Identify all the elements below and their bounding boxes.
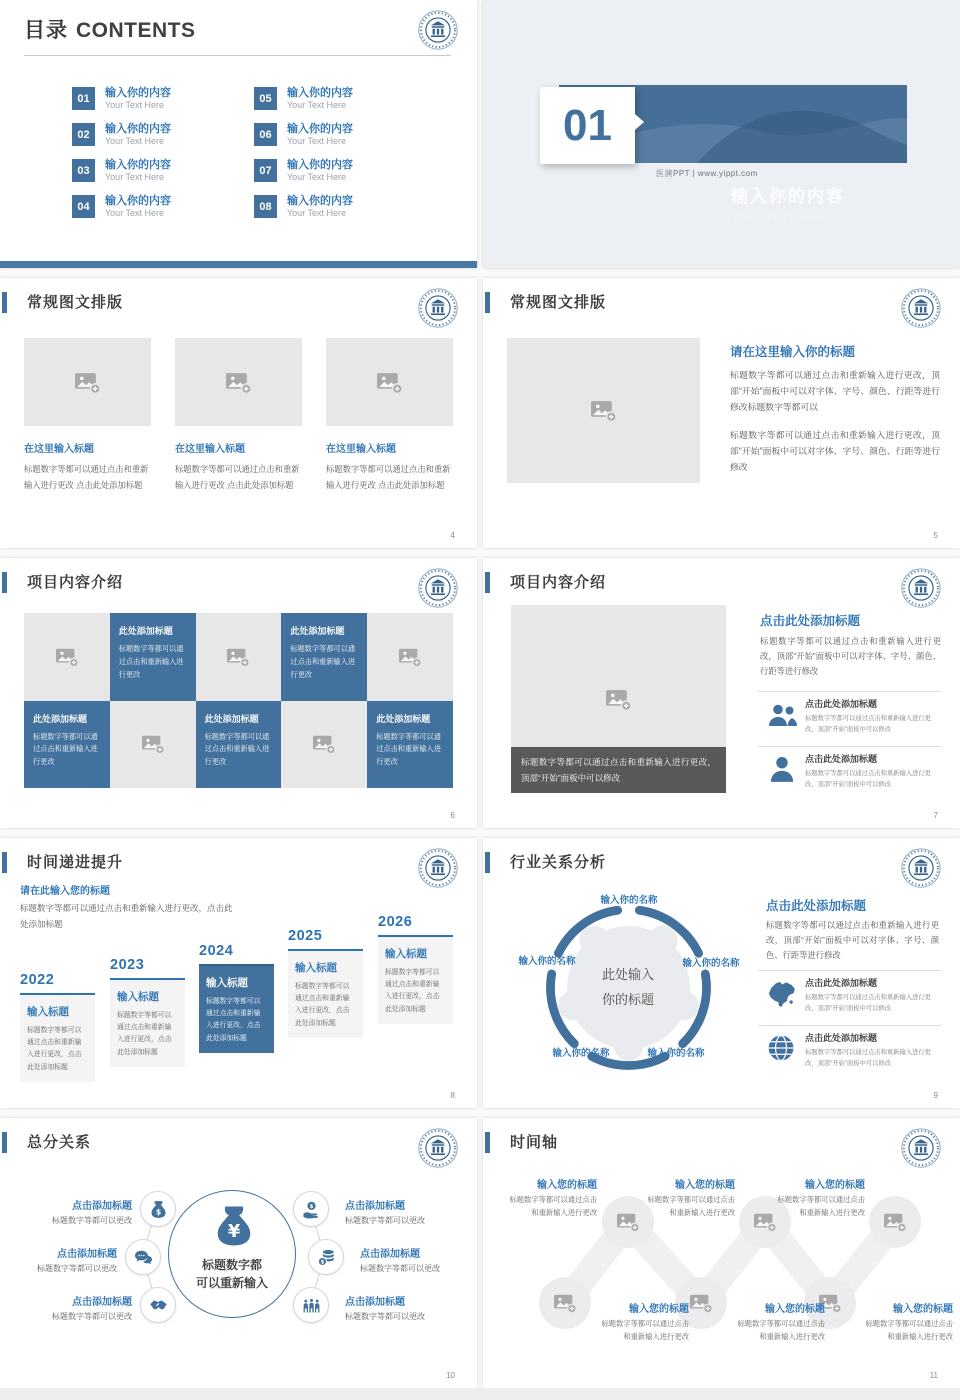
- title-accent-bar: [2, 572, 7, 593]
- card-body: 标题数字等都可以通过点击和重新输入进行更改 点击此处添加标题: [326, 464, 451, 491]
- label-body-line2: 和重新输入进行更改: [887, 1331, 953, 1341]
- toc-item-title: 输入你的内容: [105, 123, 171, 135]
- card-body: 标题数字等都可以通过点击和重新输入进行更改 点击此处添加标题: [175, 464, 300, 491]
- label-body: [597, 1318, 689, 1344]
- toc-item-subtitle: Your Text Here: [287, 172, 347, 182]
- slide-thumbnail-contents[interactable]: [0, 0, 477, 268]
- label-body: [733, 1318, 825, 1344]
- cell-heading: 此处添加标题: [376, 713, 431, 724]
- hub-node: [293, 1191, 329, 1227]
- item-heading: 点击此处添加标题: [805, 1033, 878, 1043]
- label-heading: 输入您的标题: [893, 1304, 953, 1315]
- handshake-icon: [149, 1296, 168, 1315]
- step-heading: 输入标题: [117, 991, 159, 1003]
- item-heading: 点击此处添加标题: [805, 754, 878, 764]
- grid-text-cell: [367, 701, 453, 789]
- icon-item: [805, 976, 943, 1015]
- image-placeholder: [511, 605, 726, 793]
- section-number-box: [540, 87, 635, 164]
- gear-center-line1: 此处输入: [601, 967, 654, 982]
- step-body: 标题数字等都可以通过点击和重新输入进行更改，点击此处添加标题: [27, 1027, 82, 1071]
- money-bag-dollar-icon: [149, 1200, 168, 1219]
- label-body-line1: 标题数字等都可以通过点击: [601, 1319, 689, 1328]
- toc-item-subtitle: Your Text Here: [105, 208, 165, 218]
- gear-node-label: 输入你的名称: [647, 1048, 705, 1059]
- label-body-line1: 标题数字等都可以通过点击: [777, 1195, 865, 1204]
- timeline-label: [733, 1300, 825, 1344]
- label-heading: 输入您的标题: [537, 1180, 597, 1191]
- slide-thumbnail-intro[interactable]: [483, 558, 960, 828]
- step-box: [110, 978, 185, 1067]
- image-placeholder-icon: [883, 1211, 907, 1233]
- slide-title: 时间轴: [510, 1134, 559, 1151]
- toc-number-badge: 03: [72, 159, 95, 182]
- callout-heading: 点击添加标题: [345, 1297, 405, 1308]
- toc-item-title: 输入你的内容: [287, 159, 353, 171]
- body-paragraph: 标题数字等都可以通过点击和重新输入进行更改，顶部“开始”面板中可以对字体、字号、颜色、行距等进行修改: [766, 920, 939, 960]
- item-heading: 点击此处添加标题: [805, 978, 878, 988]
- slide-title: 行业关系分析: [510, 854, 607, 871]
- image-placeholder: [507, 338, 700, 483]
- image-placeholder-icon: [74, 370, 101, 395]
- label-body-line1: 标题数字等都可以通过点击: [509, 1195, 597, 1204]
- cell-body: 标题数字等都可以通过点击和重新输入进行更改: [33, 731, 98, 767]
- toc-item-subtitle: Your Text Here: [287, 208, 347, 218]
- image-placeholder: [24, 338, 151, 426]
- cell-heading: 此处添加标题: [290, 626, 345, 636]
- image-placeholder-icon: [141, 733, 165, 755]
- image-card: [326, 338, 453, 493]
- body-paragraph: 标题数字等都可以通过点击和重新输入进行更改，顶部“开始”面板中可以对字体、字号、颜色、行距等进行修改: [730, 430, 940, 472]
- divider: [758, 691, 941, 692]
- hub-node: [140, 1191, 176, 1227]
- image-placeholder-icon: [689, 1292, 713, 1314]
- school-logo-icon: [418, 568, 458, 608]
- label-body-line1: 标题数字等都可以通过点击: [865, 1319, 953, 1328]
- slide-title: 常规图文排版: [510, 294, 607, 311]
- section-title: 输入你的内容: [731, 187, 845, 206]
- image-placeholder: [281, 701, 367, 789]
- page-number: 5: [933, 531, 938, 540]
- divider: [758, 746, 941, 747]
- school-logo-icon: [901, 848, 941, 888]
- step-heading: 输入标题: [385, 948, 427, 960]
- card-heading: 在这里输入标题: [175, 444, 245, 455]
- year-label: 2023: [110, 957, 145, 973]
- year-step: [378, 914, 453, 1024]
- item-body: 标题数字等都可以通过点击和重新输入进行更改，顶部“开始”面板中可以修改: [805, 715, 931, 734]
- divider: [758, 970, 941, 971]
- contents-title-cn: 目录: [24, 19, 68, 42]
- step-box: [288, 949, 363, 1038]
- gear-node-label: 输入你的名称: [600, 895, 658, 906]
- toc-item-title: 输入你的内容: [105, 87, 171, 99]
- slide-thumbnail-layout3[interactable]: [0, 278, 477, 548]
- image-placeholder-icon: [605, 687, 632, 712]
- section-subtitle: Your Text Here: [731, 209, 831, 224]
- label-body-line2: 和重新输入进行更改: [531, 1207, 597, 1217]
- toc-item-subtitle: Your Text Here: [105, 136, 165, 146]
- bottom-accent-bar: [0, 261, 477, 268]
- toc-item-title: 输入你的内容: [287, 123, 353, 135]
- school-logo-icon: [418, 10, 458, 50]
- timeline-label: [643, 1176, 735, 1220]
- callout-body: 标题数字等都可以更改: [345, 1216, 425, 1225]
- step-box: [378, 935, 453, 1024]
- toc-item-subtitle: Your Text Here: [287, 136, 347, 146]
- grid-text-cell: [110, 613, 196, 701]
- hub-callout: [30, 1197, 132, 1226]
- body-heading: 请在这里输入你的标题: [730, 345, 856, 359]
- school-logo-icon: [418, 848, 458, 888]
- timeline-node: [539, 1277, 591, 1329]
- slide-thumbnail-zigzag-timeline[interactable]: [483, 1118, 960, 1388]
- coins-icon: [317, 1248, 336, 1267]
- toc-number-badge: 07: [254, 159, 277, 182]
- image-placeholder-icon: [616, 1211, 640, 1233]
- label-heading: 输入您的标题: [629, 1304, 689, 1315]
- grid-text-cell: [24, 701, 110, 789]
- page-number: 11: [929, 1371, 938, 1380]
- slide-thumbnail-steps[interactable]: [0, 838, 477, 1108]
- contents-title-en: CONTENTS: [76, 19, 196, 42]
- title-accent-bar: [2, 292, 7, 313]
- page-number: 6: [450, 811, 455, 820]
- hub-node: [308, 1239, 344, 1275]
- slide-thumbnail-grid[interactable]: [0, 558, 477, 828]
- hub-callout: [15, 1245, 117, 1274]
- image-placeholder: [326, 338, 453, 426]
- slide-title: 常规图文排版: [27, 294, 124, 311]
- toc-item-title: 输入你的内容: [287, 195, 353, 207]
- toc-number-badge: 04: [72, 195, 95, 218]
- gear-node-label: 输入你的名称: [518, 956, 576, 967]
- contents-header: [24, 14, 196, 44]
- slide-title: 项目内容介绍: [510, 574, 607, 591]
- gear-node-label: 输入你的名称: [552, 1048, 610, 1059]
- toc-number-badge: 05: [254, 87, 277, 110]
- callout-heading: 点击添加标题: [360, 1249, 420, 1260]
- item-body: 标题数字等都可以通过点击和重新输入进行更改，顶部“开始”面板中可以修改: [805, 1049, 931, 1068]
- year-step: [110, 957, 185, 1067]
- item-heading: 点击此处添加标题: [805, 699, 878, 709]
- item-body: 标题数字等都可以通过点击和重新输入进行更改，顶部“开始”面板中可以修改: [805, 994, 931, 1013]
- image-placeholder-icon: [225, 370, 252, 395]
- toc-number-badge: 08: [254, 195, 277, 218]
- image-card: [175, 338, 302, 493]
- intro-heading: 请在此输入您的标题: [20, 886, 110, 897]
- card-body: 标题数字等都可以通过点击和重新输入进行更改 点击此处添加标题: [24, 464, 149, 491]
- callout-body: 标题数字等都可以更改: [52, 1216, 132, 1225]
- cell-body: 标题数字等都可以通过点击和重新输入进行更改: [290, 644, 356, 679]
- cell-body: 标题数字等都可以通过点击和重新输入进行更改: [376, 731, 441, 767]
- step-box: [199, 964, 274, 1053]
- team-icon: [302, 1296, 321, 1315]
- toc-item-subtitle: Your Text Here: [287, 100, 347, 110]
- slide-thumbnail-layout1[interactable]: [483, 278, 960, 548]
- divider: [758, 1025, 941, 1026]
- page-number: 8: [450, 1091, 455, 1100]
- checker-grid: [24, 613, 453, 788]
- page-bottom-strip: [0, 1388, 960, 1400]
- label-body-line2: 和重新输入进行更改: [669, 1207, 735, 1217]
- item-body: 标题数字等都可以通过点击和重新输入进行更改，顶部“开始”面板中可以修改: [805, 770, 931, 789]
- year-step: [288, 928, 363, 1038]
- year-label: 2022: [20, 972, 55, 988]
- hub-callout: [30, 1293, 132, 1322]
- title-accent-bar: [485, 852, 490, 873]
- callout-body: 标题数字等都可以更改: [52, 1312, 132, 1321]
- label-body: [643, 1194, 735, 1220]
- body-paragraph: 标题数字等都可以通过点击和重新输入进行更改，顶部“开始”面板中可以对字体、字号、颜色、行距等进行修改标题数字等都可以: [730, 370, 940, 412]
- body-heading: 点击此处添加标题: [766, 899, 867, 913]
- image-placeholder-icon: [398, 646, 422, 668]
- title-accent-bar: [2, 852, 7, 873]
- card-heading: 在这里输入标题: [326, 444, 396, 455]
- step-body: 标题数字等都可以通过点击和重新输入进行更改，点击此处添加标题: [117, 1012, 172, 1056]
- label-body: [861, 1318, 953, 1344]
- hand-coin-icon: [302, 1200, 321, 1219]
- page-number: 10: [446, 1371, 455, 1380]
- contents-column-left: [72, 87, 171, 231]
- label-heading: 输入您的标题: [765, 1304, 825, 1315]
- image-placeholder: [175, 338, 302, 426]
- toc-item: [72, 87, 171, 111]
- image-placeholder-icon: [376, 370, 403, 395]
- intro-body: 标题数字等都可以通过点击和重新输入进行更改，点击此处添加标题: [20, 903, 233, 930]
- toc-item-title: 输入你的内容: [105, 159, 171, 171]
- slide-title: 时间递进提升: [27, 854, 124, 871]
- toc-item: [72, 123, 171, 147]
- image-placeholder-icon: [553, 1292, 577, 1314]
- slide-thumbnail-section-01[interactable]: [483, 0, 960, 268]
- section-number: 01: [563, 100, 612, 150]
- body-heading: 点击此处添加标题: [760, 614, 861, 628]
- step-heading: 输入标题: [206, 977, 248, 989]
- label-body-line1: 标题数字等都可以通过点击: [647, 1195, 735, 1204]
- money-bag-yen-icon: [212, 1204, 256, 1248]
- label-heading: 输入您的标题: [675, 1180, 735, 1191]
- callout-body: 标题数字等都可以更改: [360, 1264, 440, 1273]
- cell-body: 标题数字等都可以通过点击和重新输入进行更改: [118, 644, 184, 679]
- image-placeholder: [367, 613, 453, 701]
- toc-number-badge: 01: [72, 87, 95, 110]
- slide-title: 项目内容介绍: [27, 574, 124, 591]
- callout-heading: 点击添加标题: [72, 1297, 132, 1308]
- body-paragraph: 标题数字等都可以通过点击和重新输入进行更改，顶部“开始”面板中可以对字体、字号、颜色、行距等进行修改: [760, 636, 941, 676]
- icon-item: [805, 1031, 943, 1070]
- globe-icon: [767, 1033, 795, 1063]
- label-body: [773, 1194, 865, 1220]
- title-accent-bar: [485, 572, 490, 593]
- hub-center-line1: 标题数字都: [201, 1258, 262, 1272]
- toc-number-badge: 02: [72, 123, 95, 146]
- year-step: [20, 972, 95, 1082]
- toc-item-subtitle: Your Text Here: [105, 100, 165, 110]
- china-map-icon: [764, 978, 798, 1008]
- slide-thumbnail-relation[interactable]: [483, 838, 960, 1108]
- toc-item-subtitle: Your Text Here: [105, 172, 165, 182]
- toc-item-title: 输入你的内容: [287, 87, 353, 99]
- page-number: 9: [933, 1091, 938, 1100]
- label-body-line2: 和重新输入进行更改: [759, 1331, 825, 1341]
- label-body-line1: 标题数字等都可以通过点击: [737, 1319, 825, 1328]
- cell-heading: 此处添加标题: [33, 713, 88, 724]
- callout-heading: 点击添加标题: [345, 1201, 405, 1212]
- step-heading: 输入标题: [295, 962, 337, 974]
- hub-node: [125, 1239, 161, 1275]
- timeline-label: [773, 1176, 865, 1220]
- year-label: 2024: [199, 943, 234, 959]
- gear-node-label: 输入你的名称: [682, 958, 740, 969]
- callout-body: 标题数字等都可以更改: [37, 1264, 117, 1273]
- chat-bubbles-icon: [134, 1248, 153, 1267]
- hub-callout: [345, 1293, 447, 1322]
- image-placeholder-icon: [55, 646, 79, 668]
- label-body-line2: 和重新输入进行更改: [799, 1207, 865, 1217]
- image-placeholder-icon: [312, 733, 336, 755]
- toc-item: [254, 159, 353, 183]
- people-icon: [766, 700, 798, 730]
- icon-item: [805, 697, 943, 736]
- toc-number-badge: 06: [254, 123, 277, 146]
- timeline-label: [505, 1176, 597, 1220]
- hub-node: [293, 1287, 329, 1323]
- step-body: 标题数字等都可以通过点击和重新输入进行更改，点击此处添加标题: [295, 983, 350, 1027]
- title-accent-bar: [485, 292, 490, 313]
- icon-item: [805, 752, 943, 791]
- label-heading: 输入您的标题: [805, 1180, 865, 1191]
- toc-item: [254, 195, 353, 219]
- timeline-label: [597, 1300, 689, 1344]
- hub-callout: [360, 1245, 462, 1274]
- callout-heading: 点击添加标题: [57, 1249, 117, 1260]
- image-placeholder-icon: [590, 398, 617, 423]
- gear-center-line2: 你的标题: [601, 991, 654, 1007]
- cell-heading: 此处添加标题: [204, 713, 259, 724]
- hub-callout: [345, 1197, 447, 1226]
- callout-body: 标题数字等都可以更改: [345, 1312, 425, 1321]
- card-heading: 在这里输入标题: [24, 444, 94, 455]
- toc-item: [254, 87, 353, 111]
- grid-text-cell: [281, 613, 367, 701]
- hub-node: [140, 1287, 176, 1323]
- page-number: 7: [933, 811, 938, 820]
- step-body: 标题数字等都可以通过点击和重新输入进行更改，点击此处添加标题: [385, 969, 440, 1013]
- step-body: 标题数字等都可以通过点击和重新输入进行更改，点击此处添加标题: [206, 998, 261, 1042]
- image-placeholder: [110, 701, 196, 789]
- year-label: 2025: [288, 928, 323, 944]
- school-logo-icon: [418, 288, 458, 328]
- image-placeholder: [196, 613, 282, 701]
- toc-item: [254, 123, 353, 147]
- slide-thumbnail-hub[interactable]: [0, 1118, 477, 1388]
- step-heading: 输入标题: [27, 1006, 69, 1018]
- grid-text-cell: [196, 701, 282, 789]
- gear-center-text: [578, 963, 678, 1012]
- timeline-label: [861, 1300, 953, 1344]
- slide-title: 总分关系: [27, 1134, 92, 1151]
- image-caption: 标题数字等都可以通过点击和重新输入进行更改，顶部“开始”面板中可以修改: [511, 747, 726, 793]
- header-divider: [24, 55, 451, 56]
- credit-line: 医演PPT | www.yippt.com: [656, 169, 758, 178]
- toc-item: [72, 195, 171, 219]
- image-placeholder: [24, 613, 110, 701]
- toc-item-title: 输入你的内容: [105, 195, 171, 207]
- school-logo-icon: [901, 568, 941, 608]
- toc-item: [72, 159, 171, 183]
- callout-heading: 点击添加标题: [72, 1201, 132, 1212]
- label-body-line2: 和重新输入进行更改: [623, 1331, 689, 1341]
- label-body: [505, 1194, 597, 1220]
- hub-center-line2: 可以重新输入: [195, 1276, 268, 1290]
- school-logo-icon: [901, 288, 941, 328]
- image-card: [24, 338, 151, 493]
- contents-column-right: [254, 87, 353, 231]
- page-number: 4: [450, 531, 455, 540]
- zigzag-band: [483, 1118, 960, 1388]
- year-label: 2026: [378, 914, 413, 930]
- timeline-node: [869, 1196, 921, 1248]
- step-box: [20, 993, 95, 1082]
- person-icon: [768, 754, 796, 784]
- image-placeholder-icon: [226, 646, 250, 668]
- year-step-highlight: [199, 943, 274, 1053]
- cell-heading: 此处添加标题: [118, 626, 173, 636]
- cell-body: 标题数字等都可以通过点击和重新输入进行更改: [204, 731, 270, 767]
